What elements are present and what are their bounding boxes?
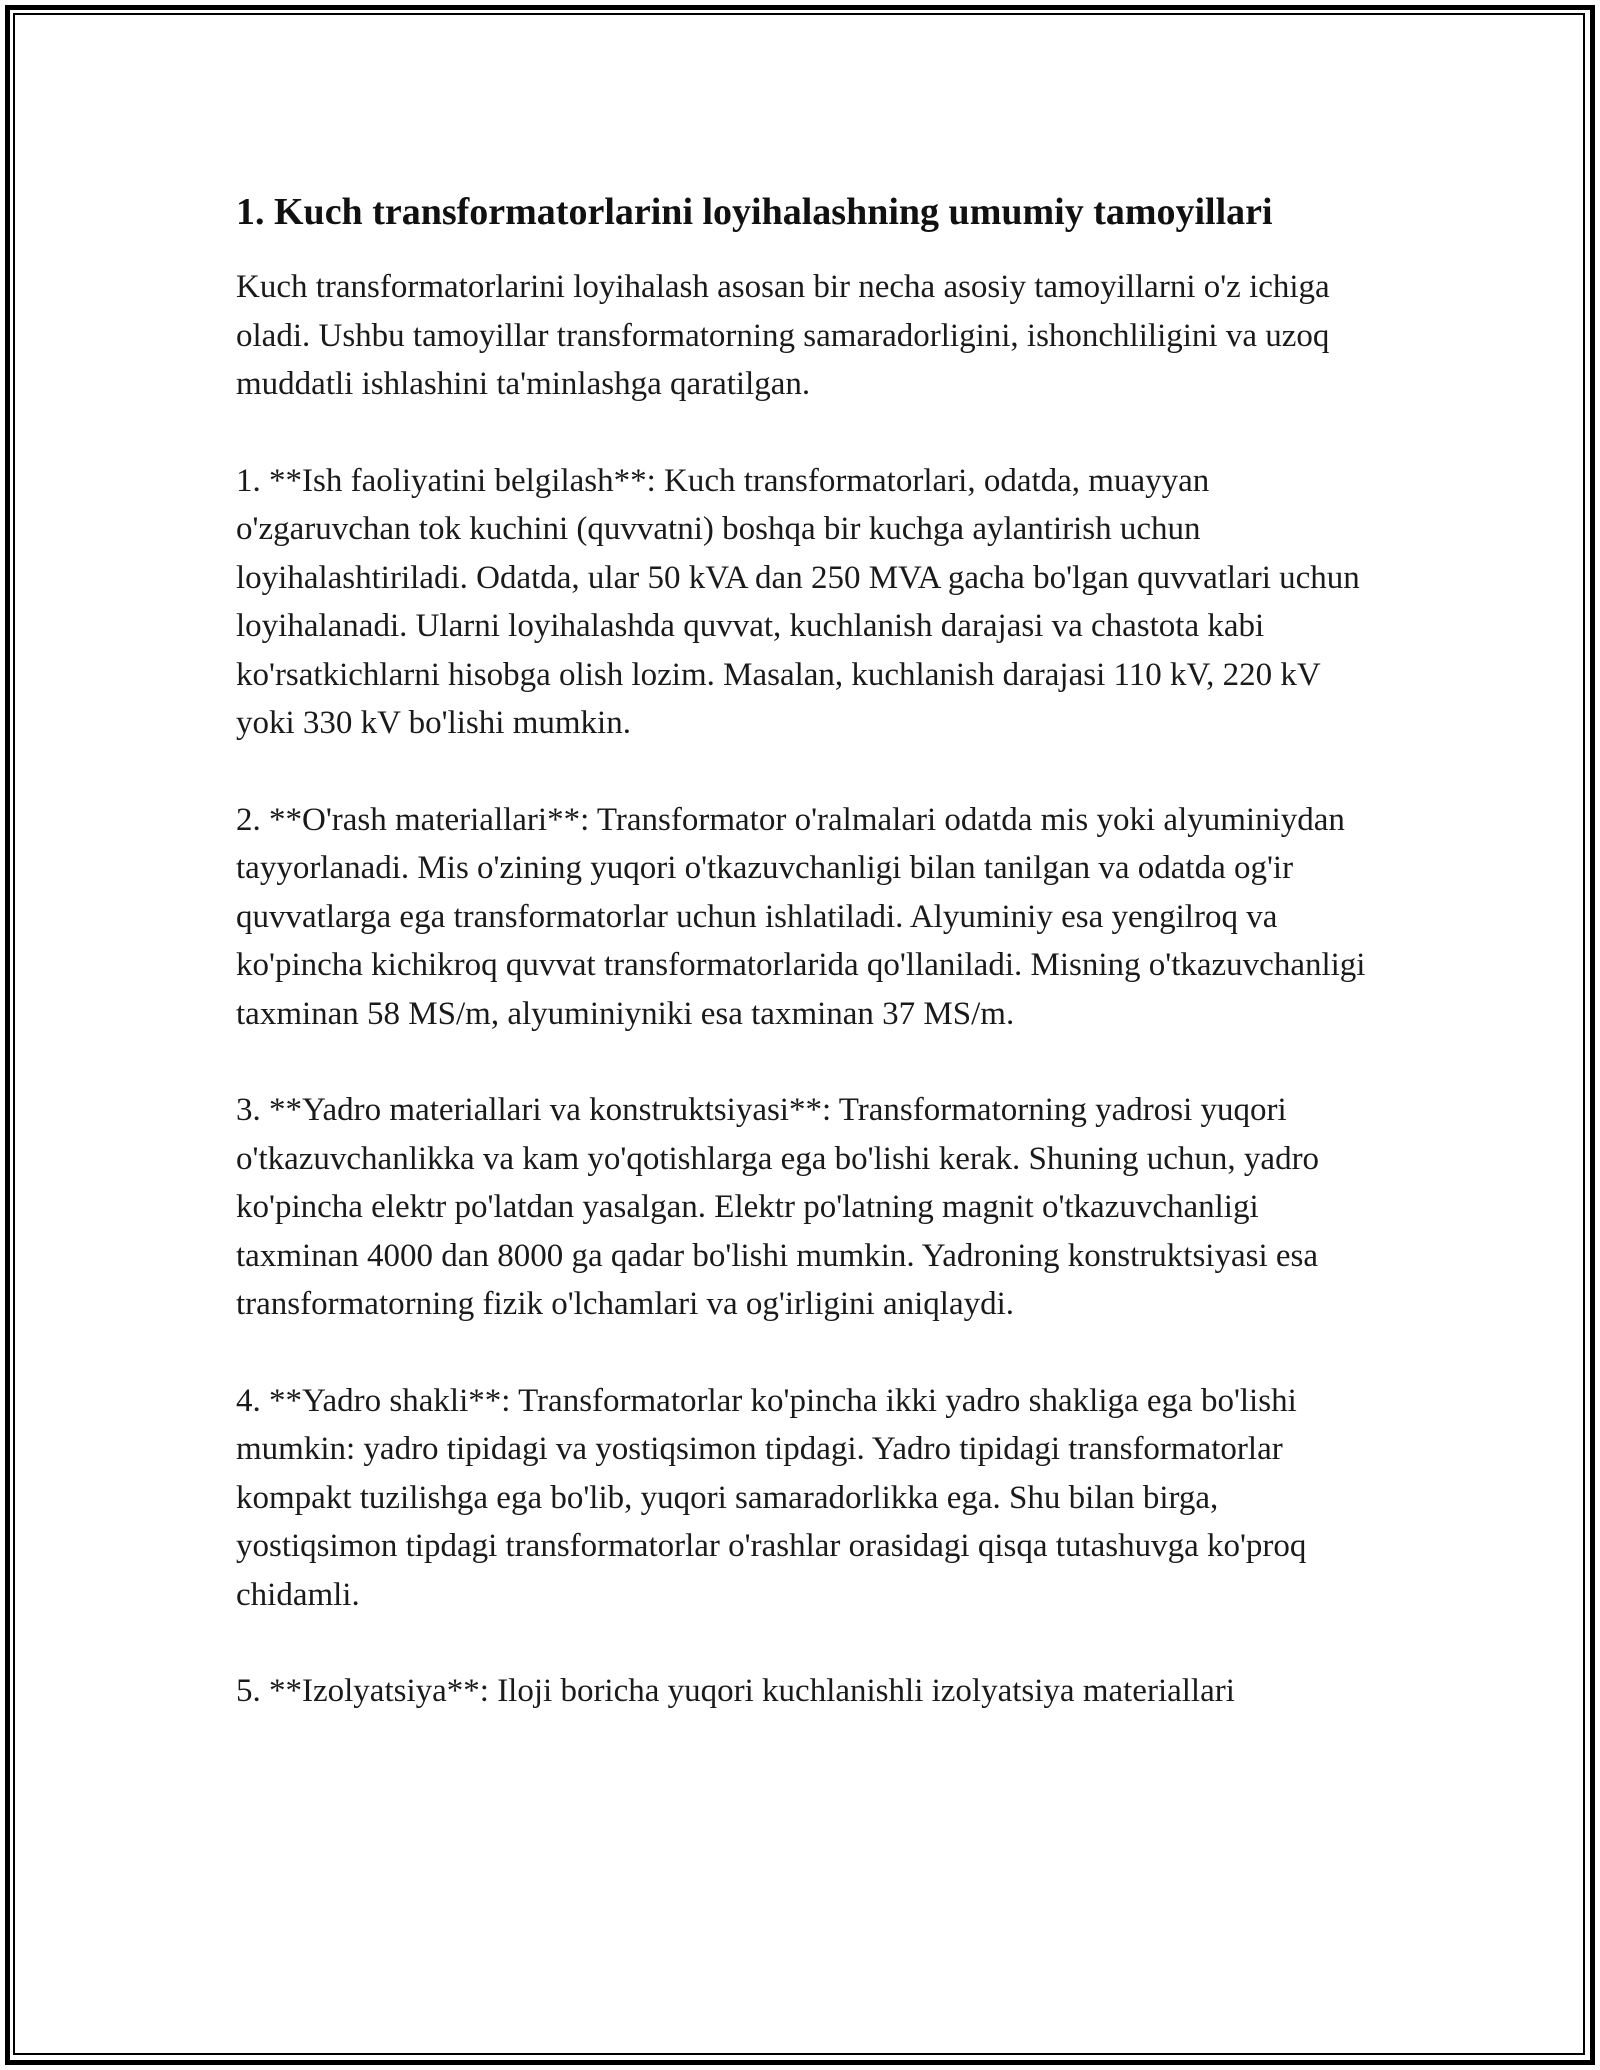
- paragraph-yadro-shakli: 4. **Yadro shakli**: Transformatorlar ko'pincha ikki yadro shakliga ega bo'lishi mumkin: yadro tipidagi va yostiqsimon tipdagi. Yadro tipidagi transformatorlar kompakt tuzilishga ega bo'lib, yuqori samaradorlikka ega. Shu bilan birga, yostiqsimon tipdagi transformatorlar o'rashlar orasidagi qisqa tutashuvga ko'proq chidamli.: [236, 1382, 1307, 1613]
- paragraph-orash-materiallari: 2. **O'rash materiallari**: Transformator o'ralmalari odatda mis yoki alyuminiydan tayyorlanadi. Mis o'zining yuqori o'tkazuvchanligi bilan tanilgan va odatda og'ir quvvatlarga ega transformatorlar uchun ishlatiladi. Alyuminiy esa yengilroq va ko'pincha kichikroq quvvat transformatorlarida qo'llaniladi. Misning o'tkazuvchanligi taxminan 58 MS/m, alyuminiyniki esa taxminan 37 MS/m.: [236, 801, 1366, 1032]
- paragraph-izolyatsiya: 5. **Izolyatsiya**: Iloji boricha yuqori kuchlanishli izolyatsiya materiallari: [236, 1673, 1235, 1709]
- intro-paragraph: Kuch transformatorlarini loyihalash asosan bir necha asosiy tamoyillarni o'z ichiga oladi. Ushbu tamoyillar transformatorning samaradorligini, ishonchliligini va uzoq muddatli ishlashini ta'minlashga qaratilgan.: [236, 269, 1330, 402]
- paragraph-ish-faoliyati: 1. **Ish faoliyatini belgilash**: Kuch transformatorlari, odatda, muayyan o'zgaruvchan tok kuchini (quvvatni) boshqa bir kuchga aylantirish uchun loyihalashtiriladi. Odatda, ular 50 kVA dan 250 MVA gacha bo'lgan quvvatlari uchun loyihalanadi. Ularni loyihalashda quvvat, kuchlanish darajasi va chastota kabi ko'rsatkichlarni hisobga olish lozim. Masalan, kuchlanish darajasi 110 kV, 220 kV yoki 330 kV bo'lishi mumkin.: [236, 462, 1360, 741]
- paragraph-yadro-materiallari: 3. **Yadro materiallari va konstruktsiyasi**: Transformatorning yadrosi yuqori o'tkazuvchanlikka va kam yo'qotishlarga ega bo'lishi kerak. Shuning uchun, yadro ko'pincha elektr po'latdan yasalgan. Elektr po'latning magnit o'tkazuvchanligi taxminan 4000 dan 8000 ga qadar bo'lishi mumkin. Yadroning konstruktsiyasi esa transformatorning fizik o'lchamlari va og'irligini aniqlaydi.: [236, 1092, 1320, 1322]
- document-title: 1. Kuch transformatorlarini loyihalashning umumiy tamoyillari: [236, 191, 1273, 233]
- document-body: [236, 263, 1386, 1716]
- document-page: [236, 186, 1386, 1716]
